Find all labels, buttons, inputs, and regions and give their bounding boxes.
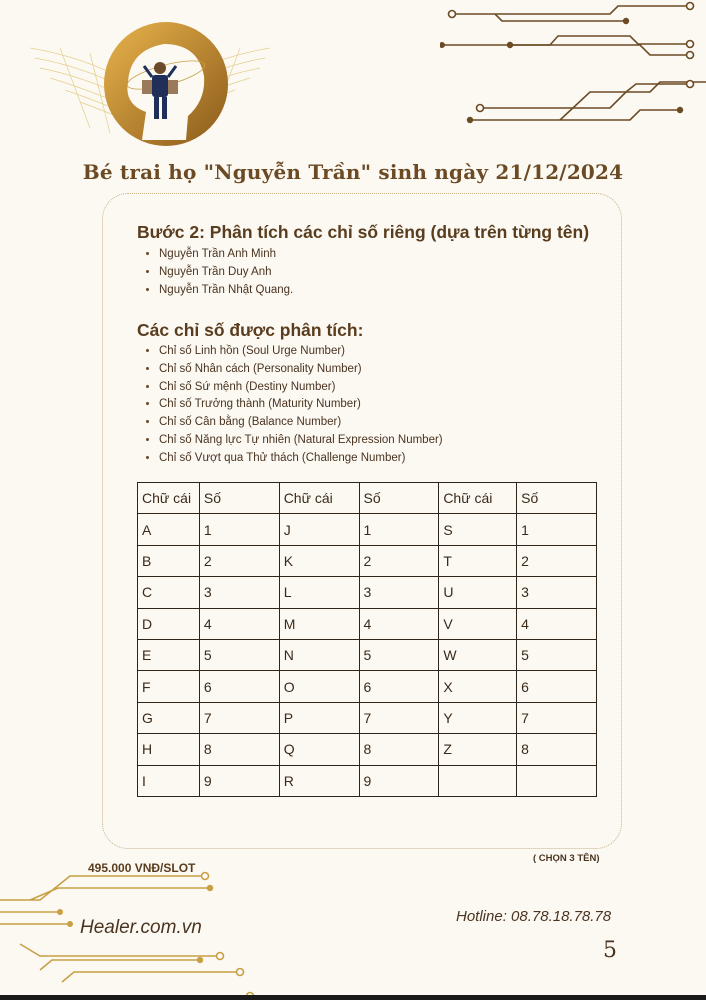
- table-cell: W: [439, 639, 517, 670]
- bottom-border: [0, 995, 706, 1000]
- list-item: • Chỉ số Trưởng thành (Maturity Number): [159, 396, 443, 414]
- table-header-cell: Chữ cái: [279, 483, 359, 514]
- table-cell: 3: [199, 577, 279, 608]
- table-cell: 1: [199, 514, 279, 545]
- table-cell: B: [138, 545, 200, 576]
- table-cell: 5: [359, 639, 439, 670]
- table-cell: R: [279, 765, 359, 796]
- table-cell: S: [439, 514, 517, 545]
- table-cell: F: [138, 671, 200, 702]
- table-cell: 4: [199, 608, 279, 639]
- table-cell: 7: [359, 702, 439, 733]
- table-cell: Q: [279, 734, 359, 765]
- letter-number-table: [137, 482, 597, 797]
- table-cell: X: [439, 671, 517, 702]
- price-label: 495.000 VNĐ/SLOT: [88, 861, 196, 875]
- table-header-cell: Số: [359, 483, 439, 514]
- table-cell: 5: [199, 639, 279, 670]
- list-item: • Nguyễn Trần Duy Anh: [159, 264, 293, 282]
- table-row: [138, 702, 597, 733]
- table-cell: C: [138, 577, 200, 608]
- hotline-text: Hotline: 08.78.18.78.78: [456, 908, 612, 925]
- table-row: [138, 734, 597, 765]
- table-header-cell: Số: [517, 483, 597, 514]
- table-row: [138, 514, 597, 545]
- table-cell: 4: [517, 608, 597, 639]
- table-cell: A: [138, 514, 200, 545]
- table-row: [138, 765, 597, 796]
- table-cell: 7: [199, 702, 279, 733]
- list-item: • Chỉ số Nhân cách (Personality Number): [159, 361, 443, 379]
- table-cell: E: [138, 639, 200, 670]
- step-heading: Bước 2: Phân tích các chỉ số riêng (dựa trên từng tên): [137, 222, 590, 242]
- table-header-row: [138, 483, 597, 514]
- table-cell: K: [279, 545, 359, 576]
- table-cell: 2: [199, 545, 279, 576]
- table-header-cell: Chữ cái: [439, 483, 517, 514]
- table-cell: 9: [359, 765, 439, 796]
- table-cell: 8: [517, 734, 597, 765]
- table-cell: G: [138, 702, 200, 733]
- table-row: [138, 671, 597, 702]
- indices-heading: Các chỉ số được phân tích:: [137, 320, 364, 340]
- table-cell: 1: [517, 514, 597, 545]
- table-cell: 2: [517, 545, 597, 576]
- table-row: [138, 608, 597, 639]
- table-cell: V: [439, 608, 517, 639]
- table-cell: Y: [439, 702, 517, 733]
- table-cell: D: [138, 608, 200, 639]
- table-cell: N: [279, 639, 359, 670]
- table-cell: I: [138, 765, 200, 796]
- table-cell: 6: [517, 671, 597, 702]
- head-silhouette-logo: [102, 20, 230, 148]
- table-cell: L: [279, 577, 359, 608]
- table-cell: J: [279, 514, 359, 545]
- table-cell: 9: [199, 765, 279, 796]
- table-header-cell: Chữ cái: [138, 483, 200, 514]
- table-cell: 5: [517, 639, 597, 670]
- table-cell: O: [279, 671, 359, 702]
- table-cell: H: [138, 734, 200, 765]
- table-cell: 8: [199, 734, 279, 765]
- list-item: • Nguyễn Trần Nhật Quang.: [159, 282, 293, 300]
- indices-list: [137, 343, 443, 468]
- table-cell: [517, 765, 597, 796]
- list-item: • Chỉ số Linh hồn (Soul Urge Number): [159, 343, 443, 361]
- table-cell: 1: [359, 514, 439, 545]
- page-title: Bé trai họ "Nguyễn Trần" sinh ngày 21/12/2024: [82, 160, 624, 184]
- list-item: • Chỉ số Sứ mệnh (Destiny Number): [159, 379, 443, 397]
- table-cell: 8: [359, 734, 439, 765]
- table-cell: 3: [359, 577, 439, 608]
- table-cell: 7: [517, 702, 597, 733]
- table-row: [138, 545, 597, 576]
- table-cell: T: [439, 545, 517, 576]
- list-item: • Nguyễn Trần Anh Minh: [159, 246, 293, 264]
- names-list: [137, 246, 293, 299]
- list-item: • Chỉ số Năng lực Tự nhiên (Natural Expression Number): [159, 432, 443, 450]
- table-cell: 6: [359, 671, 439, 702]
- table-row: [138, 577, 597, 608]
- table-cell: 6: [199, 671, 279, 702]
- choose-note: ( CHỌN 3 TÊN): [533, 853, 600, 864]
- list-item: • Chỉ số Cân bằng (Balance Number): [159, 414, 443, 432]
- table-cell: 4: [359, 608, 439, 639]
- page-number: 5: [603, 938, 617, 963]
- table-cell: Z: [439, 734, 517, 765]
- list-item: • Chỉ số Vượt qua Thử thách (Challenge Number): [159, 450, 443, 468]
- table-cell: M: [279, 608, 359, 639]
- table-row: [138, 639, 597, 670]
- table-cell: P: [279, 702, 359, 733]
- table-cell: 2: [359, 545, 439, 576]
- circuit-decoration-top: [440, 0, 706, 130]
- table-cell: 3: [517, 577, 597, 608]
- website-link[interactable]: Healer.com.vn: [80, 917, 202, 938]
- table-header-cell: Số: [199, 483, 279, 514]
- table-cell: [439, 765, 517, 796]
- table-cell: U: [439, 577, 517, 608]
